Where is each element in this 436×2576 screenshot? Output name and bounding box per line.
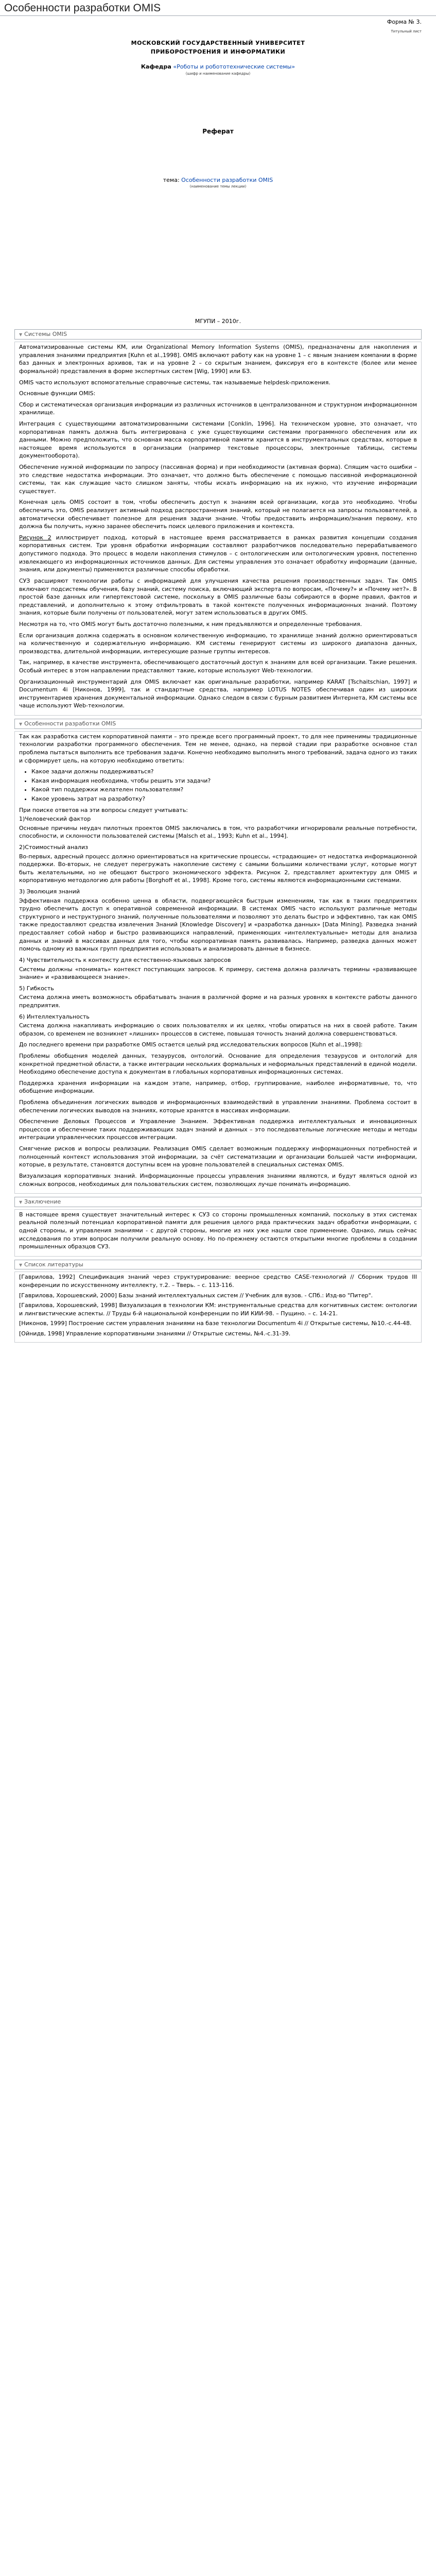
section-title: Список литературы (24, 1261, 83, 1268)
paragraph: Визуализация корпоративных знаний. Информационные процессы управления знаниями являются, и будут являться одной из сложных вопросов, необходимых для пользовательских систем, позволяющих лучше понимать информацию. (19, 1172, 417, 1188)
paragraph: Конечная цель OMIS состоит в том, чтобы обеспечить доступ к знаниям всей организации, когда это необходимо. Чтобы обеспечить это, OMIS реализует активный подход распространения знаний, который не полагается на запросы пользователей, а автоматически обеспечивает полезное для решения задачи знание. Чтобы предоставить информацию/знания первому, кто должна бы получить, нужно заранее обеспечить поиск целевого приложения и контекста. (19, 499, 417, 530)
list-item: • Какое уровень затрат на разработку? (31, 795, 417, 803)
paragraph: Система должна иметь возможность обрабатывать знания в различной форме и на разных уровнях в контексте работы данного предприятия. (19, 994, 417, 1009)
kafedra-note: (шифр и наименование кафедры) (185, 72, 251, 76)
section-title: Особенности разработки OMIS (24, 720, 116, 727)
paragraph: СУЗ расширяют технологии работы с информацией для улучшения качества решения производственных задач. Так OMIS включают подсистемы обучения, базу знаний, систему поиска, включающий эксперта по вопросам, «Почему?» и «Почему нет?». В простой базе данных или гипертекстовой системе, поскольку в OMIS различные базы собираются в форме правил, фактов и представлений, и дополнительно к этому отфильтровать в такой контексте полученных информационных знаний. Поэтому знания, которые были получены от пользователей, могут затем использоваться в других OMIS. (19, 577, 417, 617)
section-body-references (14, 1272, 422, 1342)
paragraph: Проблема объединения логических выводов и информационных взаимодействий в управлении знаниями. Проблема состоит в обеспечении логических выводов на знаниях, которые хранятся в массивах информации. (19, 1099, 417, 1114)
reference-item: [Гаврилова, Хорошевский, 2000] Базы знаний интеллектуальных систем // Учебник для вузов. - СПб.: Изд-во "Питер". (19, 1292, 373, 1299)
title-sheet-label: Титульный лист (391, 29, 422, 33)
tema-label: тема: (163, 177, 180, 184)
year-line: МГУПИ – 2010г. (195, 317, 241, 325)
list-item: • Какая информация необходима, чтобы решить эти задачи? (31, 777, 417, 785)
section-header-conclusion[interactable] (14, 1197, 422, 1207)
university-line-1: МОСКОВСКИЙ ГОСУДАРСТВЕННЫЙ УНИВЕРСИТЕТ (131, 39, 305, 46)
paragraph (19, 534, 417, 574)
tema-line (14, 176, 422, 184)
university-line-2: ПРИБОРОСТРОЕНИЯ И ИНФОРМАТИКИ (150, 48, 286, 56)
paragraph: Так, например, в качестве инструмента, обеспечивающего достаточный доступ к знаниям для всей организации. Такие решения. Особый интерес в этом направлении представляют такие, которые используют Web-технологии. (19, 659, 417, 674)
paragraph: Смягчение рисков и вопросы реализации. Реализация OMIS сделает возможным поддержку информационных потребностей и полноценный контекст использования этой информации, за счёт систематизации и организации большей части информации, которые, в результате, становятся доступны всем на уровне пользователей в специальных системах OMIS. (19, 1145, 417, 1168)
tema-note: (наименование темы лекции) (189, 184, 247, 189)
tema-link[interactable]: Особенности разработки OMIS (181, 177, 273, 184)
subheading: 4) Чувствительность к контексту для естественно-языковых запросов (19, 956, 231, 963)
section-header-systems-omis[interactable] (14, 329, 422, 340)
paragraph: Проблемы обобщения моделей данных, тезаурусов, онтологий. Основание для определения тезаурусов и онтологий для конкретной предметной области, а также интеграции нескольких формальных и неформальных представлений в единой модели. Необходимо обеспечение доступа к документам в глобальных корпоративных информационных системах. (19, 1053, 417, 1076)
paragraph: Если организация должна содержать в основном количественную информацию, то хранилище знаний должно ориентироваться на количественную и содержательную информацию. КМ системы генерируют системы из широкого диапазона данных, производства, длительной информации, интересующие разные группы интересов. (19, 632, 417, 655)
paragraph: OMIS часто используют вспомогательные справочные системы, так называемые helpdesk-приложения. (19, 379, 330, 386)
reference-item: [Ойнидв, 1998] Управление корпоративными знаниями // Открытые системы, №4.-с.31-39. (19, 1330, 291, 1337)
kafedra-label: Кафедра (141, 63, 171, 70)
question-list (31, 768, 417, 803)
paragraph: Организационный инструментарий для OMIS включает как оригинальные разработки, например KARAT [Tschaitschian, 1997] и Documentum 4i [Никонов, 1999], так и стандартные средства, например LOTUS NOTES обеспечивая один из широких инструментариев хранения документальной информации. Однако следом в связи с бурным развитием Интернета, КМ системы все чаще используют Web-технологии. (19, 678, 417, 709)
section-title: Системы OMIS (24, 331, 67, 338)
university-name (14, 39, 422, 57)
paragraph: Поддержка хранения информации на каждом этапе, например, отбор, группирование, наиболее информативные, то, что обобщение информации. (19, 1079, 417, 1095)
section-header-references[interactable] (14, 1260, 422, 1270)
paragraph-text: иллюстрирует подход, который в настоящее время рассматривается в рамках развития концепции создания корпоративных систем. Три уровня обработки информации составляют разработчиков последовательно перерабатываемого допустимого подхода. Это процесс в модели накопления стимулов – с онтологическим или онтологическим уровня, постепенно извлекающего из информационных источников данных. Для системы управления это означает обработку информации (данные, знания, или документы) применяются различные способы обработки. (19, 534, 417, 573)
reference-item: [Никонов, 1999] Построение систем управления знаниями на базе технологии Documentum 4i // Открытые системы, №10.-с.44-48. (19, 1320, 412, 1327)
paragraph: Системы должны «понимать» контекст поступающих запросов. К примеру, система должна различать термины «развивающее знание» и «развивающееся знание». (19, 965, 417, 981)
paragraph: Система должна накапливать информацию о своих пользователях и их целях, чтобы опираться на них в своей работе. Таким образом, со временем не возникнет «лишних» процессов в системе, повышая точность знаний должна совершенствоваться. (19, 1022, 417, 1037)
paragraph: Обеспечение нужной информации по запросу (пассивная форма) и при необходимости (активная форма). Спящим часто ошибки – это следствие недостатка информации. Это означает, что должно быть обеспечение с помощью пассивной информационной системы, так как служащие часто слишком заняты, чтобы искать информацию на их нужно, что изучение информации существует. (19, 464, 417, 495)
paragraph: Несмотря на то, что OMIS могут быть достаточно полезными, к ним предъявляются и определенные требования. (19, 620, 362, 628)
paragraph: Эффективная поддержка особенно ценна в области, подвергающейся быстрым изменениям, так как в таких предприятиях трудно обеспечить доступ к оперативной современной информации. В системах OMIS часто используют различные методы структурного и неструктурного знаний, полученные пользователями и позволяют это делать быстро и эффективно, так как OMIS также предоставляют средства извлечения Знаний [Knowledge Discovery] и «разработка данных» [Data Mining]. Разведка знаний предоставляет собой набор и быстро развивающихся направлений, применяющих «интеллектуальные» методы для анализа данных и знаний в массивах данных для того, чтобы корпоративная память развивалась. Например, разведка данных может помочь одному из важных групп предприятия использовать и анализировать данные в бизнесе. (19, 897, 417, 953)
paragraph: Обеспечение Деловых Процессов и Управление Знанием. Эффективная поддержка интеллектуальных и инновационных процессов и обеспечение таких поддерживающих задач знаний и данных – это последовательные логические методы и методы интеграции управленческих процессов интеграции. (19, 1118, 417, 1141)
list-item: • Какое задачи должны поддерживаться? (31, 768, 417, 776)
paragraph: Так как разработка систем корпоративной памяти – это прежде всего программный проект, то для нее применимы традиционные технологии разработки программного обеспечения. Тем не менее, однако, на первой стадии при разработке основное стал проблема пытаться выполнить все требования задачи. Конечно необходимо выполнить много требований, задача одного из таких и сформирует цель, на которую необходимо ответить: (19, 733, 417, 764)
section-body-conclusion (14, 1209, 422, 1257)
paragraph: До последнего времени при разработке OMIS остается целый ряд исследовательских вопросов [Kuhn et al.,1998]: (19, 1041, 363, 1048)
paragraph: Интеграция с существующими автоматизированными системами [Conklin, 1996]. На техническом уровне, это означает, что корпоративная память должна быть интегрирована с уже существующими системами программного обеспечения или их данными. Можно предположить, что основная масса корпоративной памяти хранится в инструментальных средствах, которые в настоящее время используются в организации (например текстовые процессоры, электронные таблицы, системы документооборота). (19, 420, 417, 460)
subheading: 3) Эволюция знаний (19, 888, 80, 895)
page-title: Особенности разработки OMIS (0, 0, 436, 16)
paragraph: Основные причины неудач пилотных проектов OMIS заключались в том, что разработчики игнорировали реальные потребности, способности, и склонности пользователей системы [Malsch et al., 1993; Kuhn et al., 1994]. (19, 824, 417, 840)
section-body-systems-omis (14, 342, 422, 716)
kafedra-line (14, 63, 422, 71)
collapse-triangle-icon: ▼ (19, 1262, 23, 1267)
paragraph: При поиске ответов на эти вопросы следует учитывать: (19, 806, 188, 814)
referat-heading: Реферат (202, 128, 234, 135)
form-number: Форма № 3. (387, 19, 422, 25)
section-header-features[interactable] (14, 719, 422, 729)
figure-reference-link[interactable]: Рисунок 2 (19, 534, 51, 541)
document-body (0, 18, 436, 1356)
paragraph: Во-первых, адресный процесс должно ориентироваться на критические процессы, «страдающие» от недостатка информационной поддержки. Во-вторых, не следует перегружать накопление систему с самыми большими количествами услуг, которые могут быть желательными, но не обещают быстрого экономического эффекта. Рисунок 2, представляет архитектуру для OMIS и корпоративную методологию для работы [Borghoff et al., 1998]. Кроме того, системы являются информационными системами. (19, 853, 417, 884)
collapse-triangle-icon: ▼ (19, 332, 23, 337)
collapse-triangle-icon: ▼ (19, 1200, 23, 1205)
reference-item: [Гаврилова, 1992] Спецификация знаний через структурирование: веерное средство CASE-технологий // Сборник трудов III конференции по искусственному интеллекту, т.2. – Тверь. – с. 113-116. (19, 1274, 417, 1289)
section-body-features (14, 731, 422, 1194)
kafedra-link[interactable]: «Роботы и робототехнические системы» (173, 63, 295, 70)
subheading: 1)Человеческий фактор (19, 816, 91, 823)
reference-item: [Гаврилова, Хорошевский, 1998] Визуализация в технологии КМ: инструментальные средства для когнитивных систем: онтологии и лингвистические аспекты. // Труды 6-й национальной конференции по ИИ КИИ-98. – Пущино. – с. 14-21. (19, 1302, 417, 1317)
paragraph: В настоящее время существует значительный интерес к СУЗ со стороны промышленных компаний, поскольку в этих системах реальной полезный потенциал корпоративной памяти для решения целого ряда практических задач обработки информации, с одной стороны, и управления знаниями - с другой стороны, многие из них уже нашли свое применение. Однако, лишь сейчас исследования по этим вопросам получили реальную основу. Но по-прежнему остаются открытыми многие проблемы в создании промышленных образцов СУЗ. (19, 1211, 417, 1250)
paragraph: Сбор и систематическая организация информации из различных источников в централизованном и структурном информационном хранилище. (19, 401, 417, 416)
subheading: 5) Гибкость (19, 985, 54, 992)
subheading: 2)Стоимостный анализ (19, 843, 88, 851)
subheading: 6) Интеллектуальность (19, 1013, 90, 1020)
collapse-triangle-icon: ▼ (19, 722, 23, 727)
paragraph: Автоматизированные системы КМ, или Organizational Memory Information Systems (OMIS), предназначены для накопления и управления знаниями предприятия [Kuhn et al.,1998]. OMIS включают работу как на уровне 1 – с явным знанием компании в форме баз данных и электронных архивов, так и на уровне 2 – со скрытым знанием, фиксируя его в контексте (более или менее формальной) представления в форме экспертных систем [Wig, 1990] или БЗ. (19, 344, 417, 375)
paragraph: Основные функции OMIS: (19, 390, 96, 397)
list-item: • Какой тип поддержки желателен пользователям? (31, 786, 417, 794)
section-title: Заключение (24, 1198, 61, 1206)
